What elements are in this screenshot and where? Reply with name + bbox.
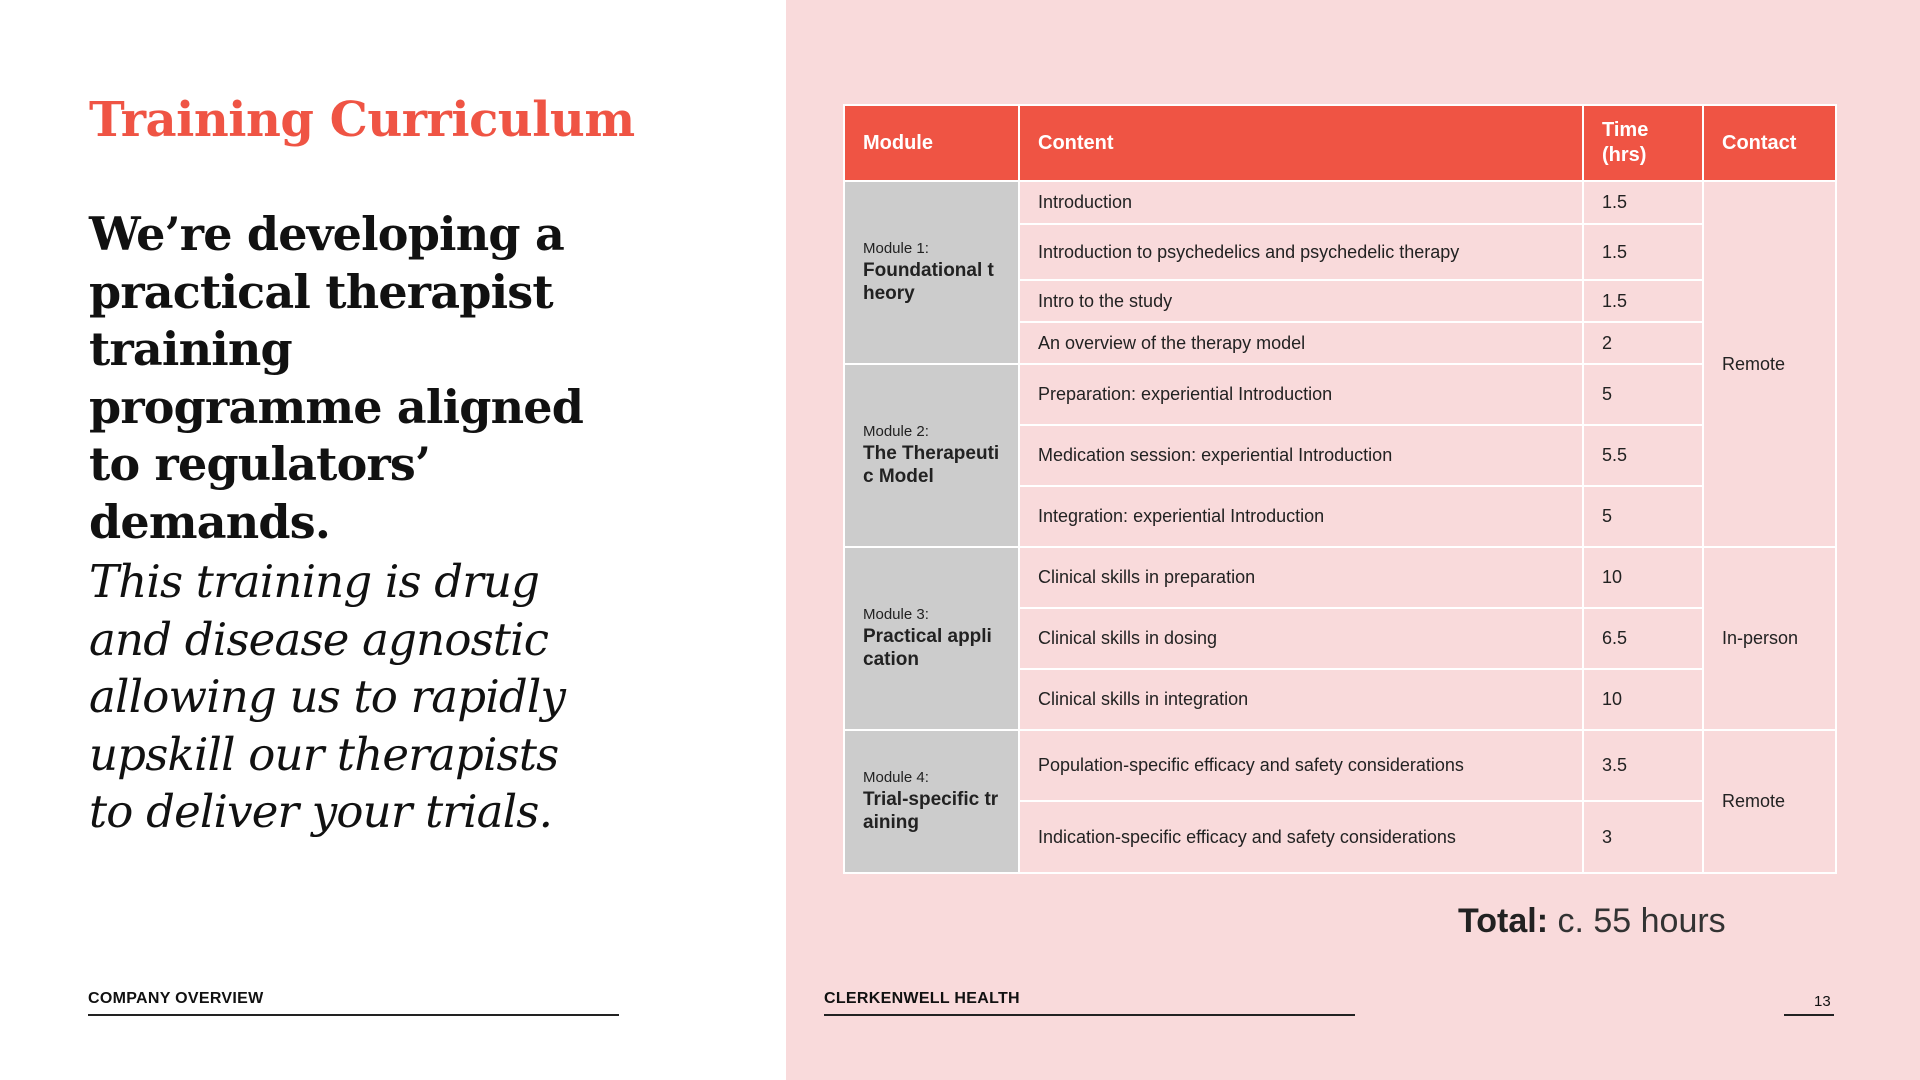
module-3-label: Module 3:: [863, 606, 929, 623]
time-cell: 5: [1583, 486, 1703, 547]
total-hours: [1458, 902, 1726, 941]
italic-statement: This training is drug and disease agnostic allowing us to rapidly upskill our therapists to deliver your trials.: [89, 555, 566, 838]
module-4-label: Module 4:: [863, 769, 929, 786]
page-title: Training Curriculum: [89, 92, 635, 148]
table-row: [844, 547, 1836, 608]
module-1-cell: [844, 181, 1019, 364]
time-cell: 1.5: [1583, 181, 1703, 224]
content-cell: Indication-specific efficacy and safety considerations: [1019, 801, 1583, 873]
content-cell: Intro to the study: [1019, 280, 1583, 322]
footer-brand: CLERKENWELL HEALTH: [824, 990, 1020, 1007]
content-cell: Introduction: [1019, 181, 1583, 224]
content-cell: Preparation: experiential Introduction: [1019, 364, 1583, 425]
header-module: Module: [844, 105, 1019, 181]
header-time: Time (hrs): [1583, 105, 1703, 181]
curriculum-table: [843, 104, 1837, 874]
module-2-label: Module 2:: [863, 423, 929, 440]
module-3-name: Practical application: [863, 626, 992, 670]
content-cell: Clinical skills in preparation: [1019, 547, 1583, 608]
module-4-cell: [844, 730, 1019, 873]
content-cell: Clinical skills in dosing: [1019, 608, 1583, 669]
time-cell: 2: [1583, 322, 1703, 364]
module-1-name: Foundational theory: [863, 260, 994, 304]
time-cell: 1.5: [1583, 224, 1703, 280]
time-cell: 1.5: [1583, 280, 1703, 322]
time-cell: 5.5: [1583, 425, 1703, 486]
time-cell: 10: [1583, 547, 1703, 608]
module-3-cell: [844, 547, 1019, 730]
content-cell: Clinical skills in integration: [1019, 669, 1583, 730]
time-cell: 5: [1583, 364, 1703, 425]
left-panel: [0, 0, 786, 1080]
footer-divider-right: [824, 1014, 1355, 1016]
table-header-row: [844, 105, 1836, 181]
content-cell: Population-specific efficacy and safety considerations: [1019, 730, 1583, 801]
contact-remote-cell: Remote: [1703, 181, 1836, 547]
total-value: c. 55 hours: [1557, 902, 1726, 940]
module-1-label: Module 1:: [863, 240, 929, 257]
lead-statement: We’re developing a practical therapist training programme aligned to regulators’ demands.: [89, 207, 584, 549]
content-cell: Integration: experiential Introduction: [1019, 486, 1583, 547]
footer-company-overview: COMPANY OVERVIEW: [88, 990, 264, 1007]
content-cell: Introduction to psychedelics and psychedelic therapy: [1019, 224, 1583, 280]
header-contact: Contact: [1703, 105, 1836, 181]
contact-in-person-cell: In-person: [1703, 547, 1836, 730]
module-2-name: The Therapeutic Model: [863, 443, 1000, 487]
module-4-name: Trial-specific training: [863, 789, 999, 833]
content-cell: An overview of the therapy model: [1019, 322, 1583, 364]
footer-divider-left: [88, 1014, 619, 1016]
table-row: [844, 181, 1836, 224]
total-label: Total:: [1458, 902, 1549, 940]
header-content: Content: [1019, 105, 1583, 181]
time-cell: 3: [1583, 801, 1703, 873]
module-2-cell: [844, 364, 1019, 547]
table-row: [844, 364, 1836, 425]
content-cell: Medication session: experiential Introduction: [1019, 425, 1583, 486]
time-cell: 3.5: [1583, 730, 1703, 801]
time-cell: 10: [1583, 669, 1703, 730]
page-number: 13: [1814, 993, 1831, 1010]
table-row: [844, 730, 1836, 801]
page-number-underline: [1784, 1014, 1834, 1016]
time-cell: 6.5: [1583, 608, 1703, 669]
contact-remote-cell-2: Remote: [1703, 730, 1836, 873]
